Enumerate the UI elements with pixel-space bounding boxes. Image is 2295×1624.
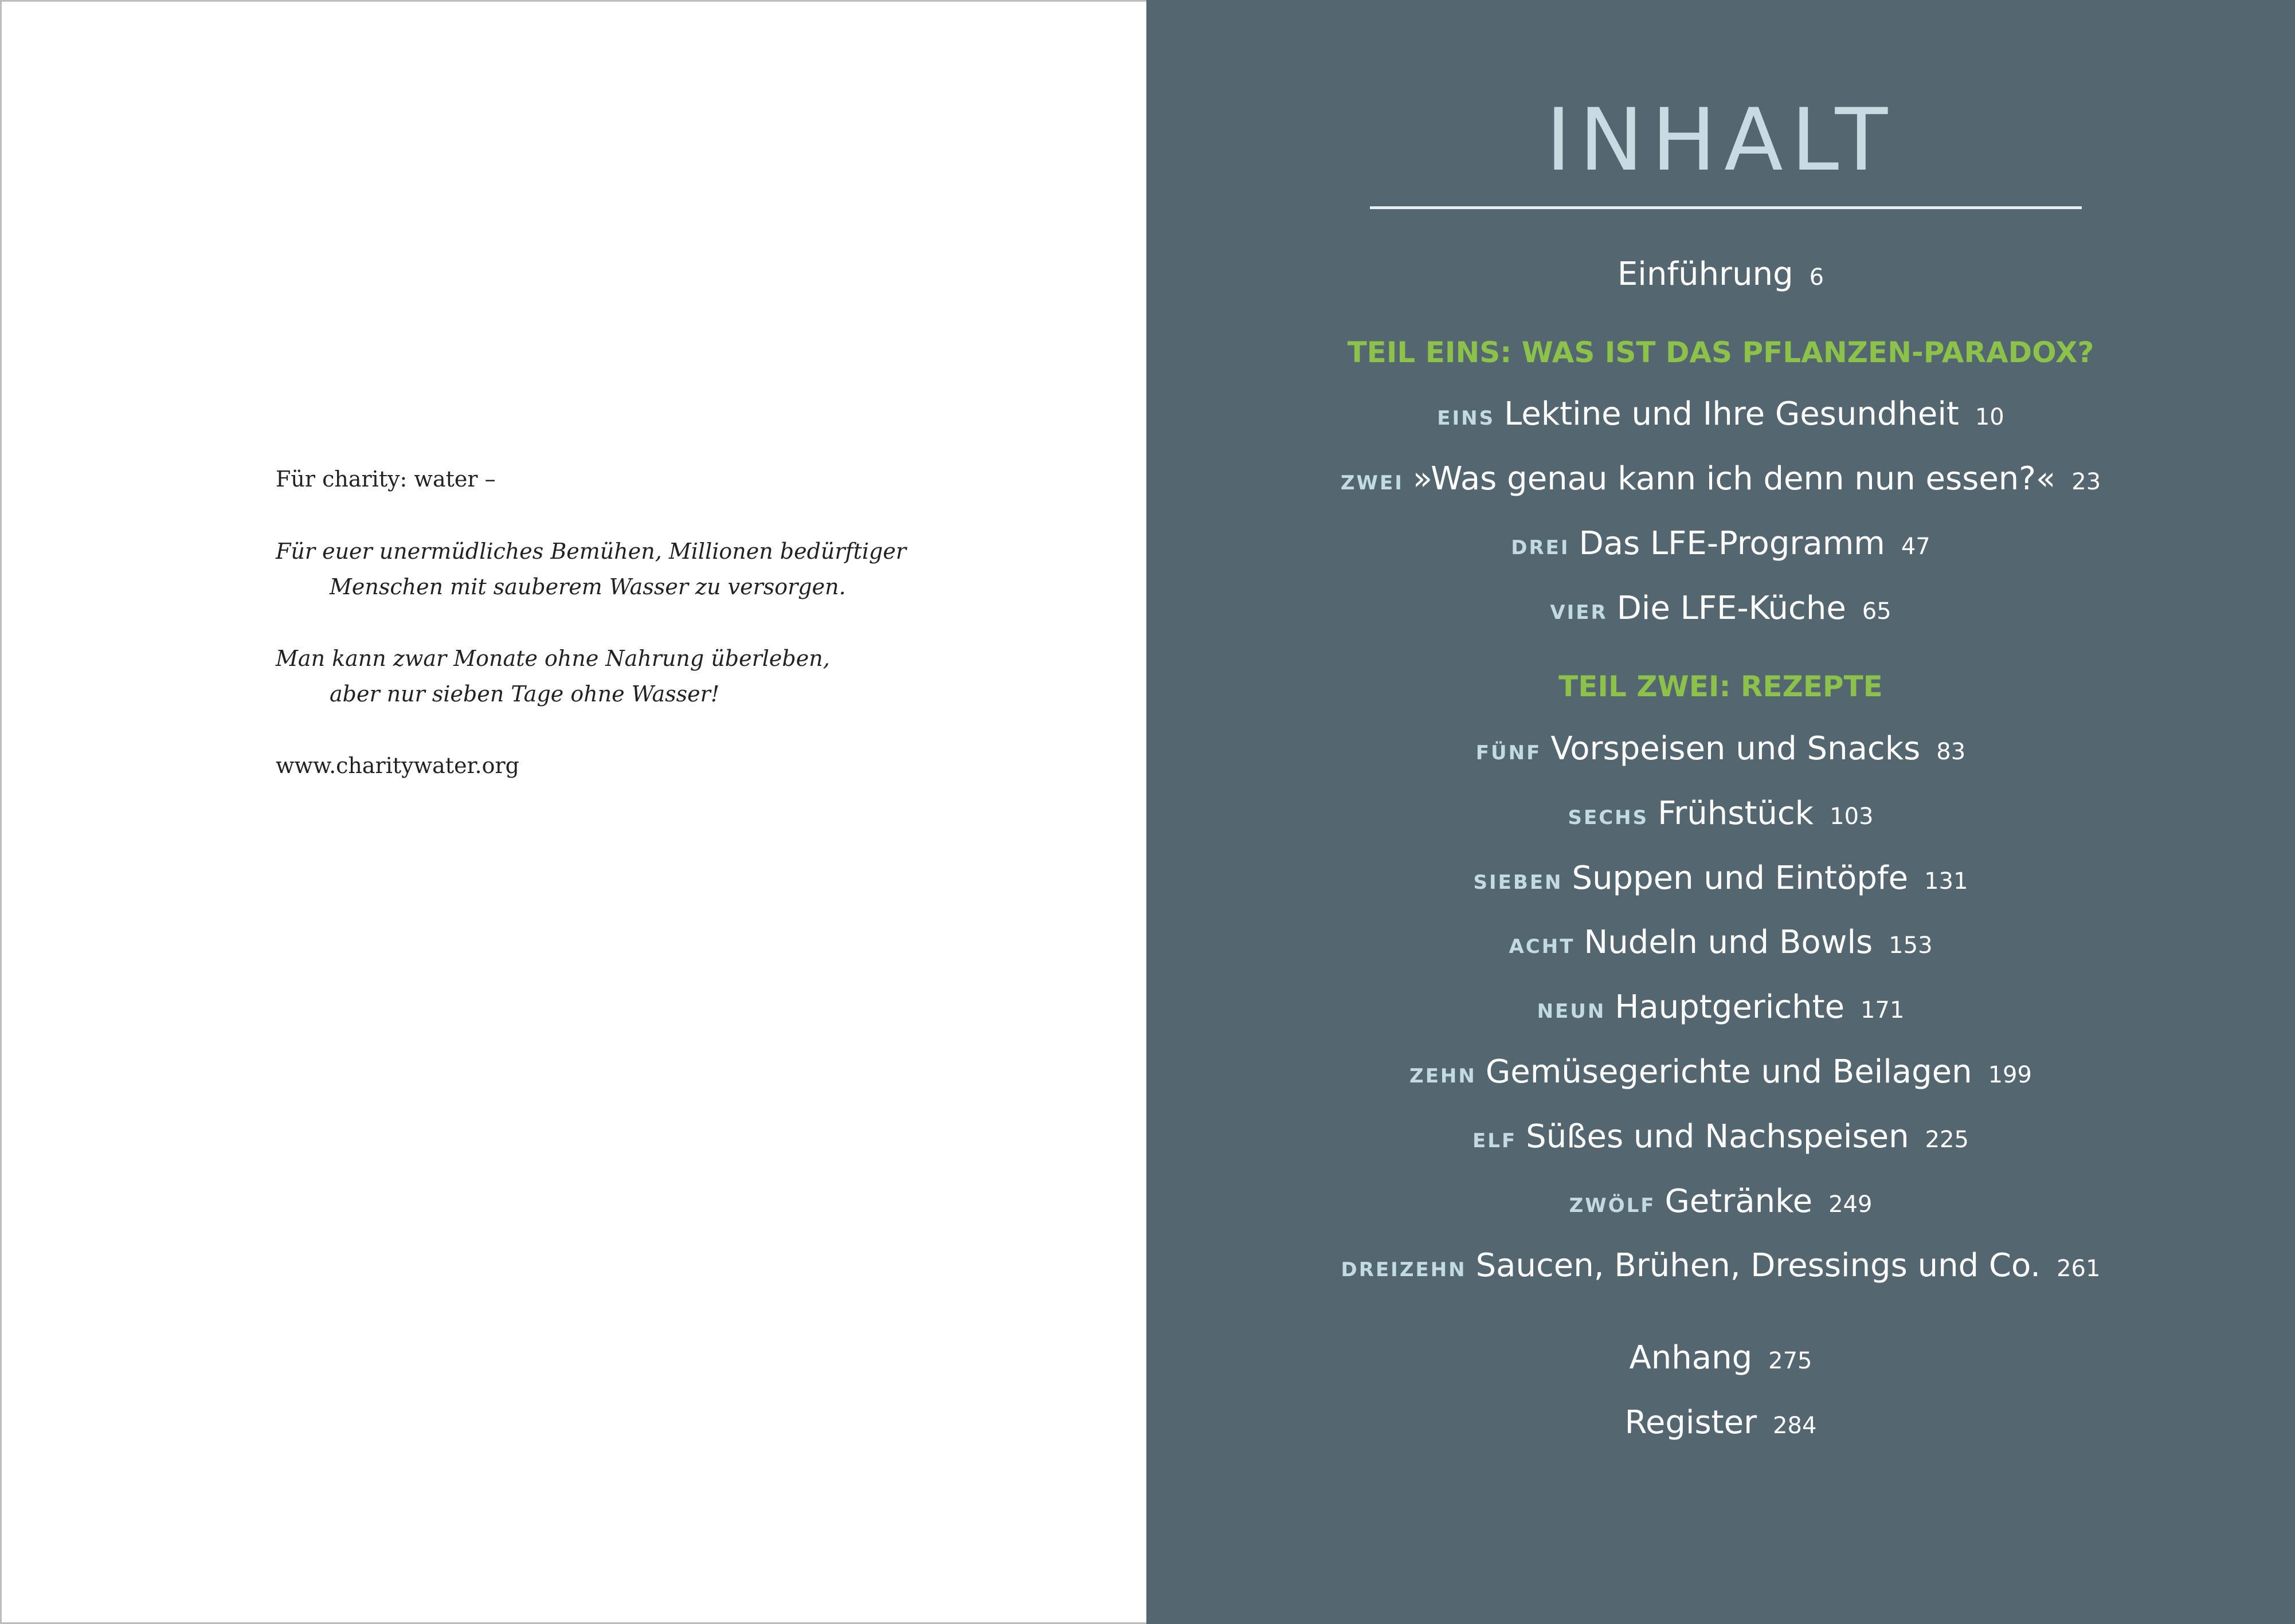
toc-entry-page: 261 [2057, 1256, 2101, 1282]
toc-entry-page: 275 [1768, 1348, 1812, 1374]
dedication-page [0, 0, 1146, 1624]
chapter-number: DREI [1511, 536, 1570, 559]
dedication-line: Für charity: water – [276, 466, 496, 492]
toc-entry-title: Vorspeisen und Snacks [1550, 730, 1921, 767]
chapter-number: ELF [1472, 1129, 1517, 1152]
toc-entry [1146, 256, 2295, 293]
chapter-number: SIEBEN [1473, 871, 1563, 894]
toc-entry [1146, 730, 2295, 767]
toc-entry-page: 153 [1889, 932, 1933, 959]
toc-entry-title: Hauptgerichte [1615, 988, 1845, 1026]
toc-entry-title: »Was genau kann ich denn nun essen?« [1412, 460, 2056, 497]
chapter-number: VIER [1550, 601, 1608, 624]
chapter-number: NEUN [1537, 1000, 1606, 1023]
toc-entry [1146, 795, 2295, 832]
toc-entry-page: 47 [1901, 534, 1930, 560]
toc-entry-title: Getränke [1665, 1183, 1813, 1220]
chapter-number: FÜNF [1475, 742, 1542, 764]
toc-entry-page: 225 [1925, 1127, 1969, 1153]
toc-entry-page: 83 [1936, 739, 1966, 765]
toc-entry [1146, 395, 2295, 433]
toc-entry-title: Nudeln und Bowls [1584, 924, 1873, 961]
chapter-number: ACHT [1509, 935, 1575, 958]
toc-entry-page: 65 [1862, 598, 1891, 625]
toc-entry-title: Süßes und Nachspeisen [1526, 1118, 1909, 1155]
toc-entry-page: 249 [1828, 1191, 1873, 1218]
toc-entry-title: Die LFE-Küche [1616, 590, 1846, 627]
toc-entry [1146, 988, 2295, 1026]
dedication-line: Für euer unermüdliches Bemühen, Millionen bedürftiger [276, 539, 907, 564]
toc-entry [1146, 1247, 2295, 1284]
chapter-number: ZWÖLF [1569, 1194, 1656, 1217]
toc-entry-title: Das LFE-Programm [1579, 525, 1885, 562]
toc-entry-title: Einführung [1617, 256, 1793, 293]
toc-entry-page: 103 [1830, 803, 1874, 830]
toc-entry [1146, 525, 2295, 562]
toc-entry [1146, 1183, 2295, 1220]
toc-entry-title: Saucen, Brühen, Dressings und Co. [1475, 1247, 2041, 1284]
chapter-number: DREIZEHN [1341, 1258, 1467, 1281]
dedication-line: aber nur sieben Tage ohne Wasser! [330, 681, 720, 707]
toc-entry-title: Register [1624, 1404, 1757, 1441]
toc-entry-page: 171 [1861, 997, 1905, 1023]
toc-entry-page: 6 [1809, 264, 1824, 291]
toc-entry [1146, 1118, 2295, 1155]
toc-entry [1146, 460, 2295, 497]
toc-entry-page: 10 [1975, 404, 2004, 430]
contents-title: INHALT [1545, 91, 1896, 190]
toc-entry-title: Frühstück [1658, 795, 1814, 832]
toc-entry [1146, 590, 2295, 627]
part-heading: TEIL ZWEI: REZEPTE [1558, 670, 1883, 703]
chapter-number: ZEHN [1409, 1065, 1477, 1088]
part-heading: TEIL EINS: WAS IST DAS PFLANZEN-PARADOX? [1347, 336, 2094, 369]
contents-page [1146, 0, 2295, 1624]
toc-entry-title: Lektine und Ihre Gesundheit [1504, 395, 1959, 433]
dedication-url: www.charitywater.org [276, 753, 519, 778]
toc-entry-page: 284 [1773, 1413, 1817, 1439]
toc-entry [1146, 924, 2295, 961]
toc-entry [1146, 1404, 2295, 1441]
chapter-number: SECHS [1568, 806, 1649, 829]
toc-entry-page: 23 [2071, 469, 2101, 495]
chapter-number: EINS [1437, 407, 1495, 430]
toc-entry [1146, 1339, 2295, 1376]
toc-entry-title: Suppen und Eintöpfe [1572, 860, 1909, 897]
toc-entry-title: Anhang [1629, 1339, 1753, 1376]
title-divider [1370, 206, 2082, 209]
toc-entry-page: 131 [1924, 868, 1968, 895]
dedication-line: Man kann zwar Monate ohne Nahrung überleben, [276, 646, 830, 671]
chapter-number: ZWEI [1340, 472, 1404, 495]
toc-entry-page: 199 [1988, 1062, 2032, 1088]
toc-entry [1146, 860, 2295, 897]
toc-entry-title: Gemüsegerichte und Beilagen [1485, 1053, 1972, 1090]
toc-entry [1146, 1053, 2295, 1090]
dedication-line: Menschen mit sauberem Wasser zu versorgen. [330, 574, 846, 599]
